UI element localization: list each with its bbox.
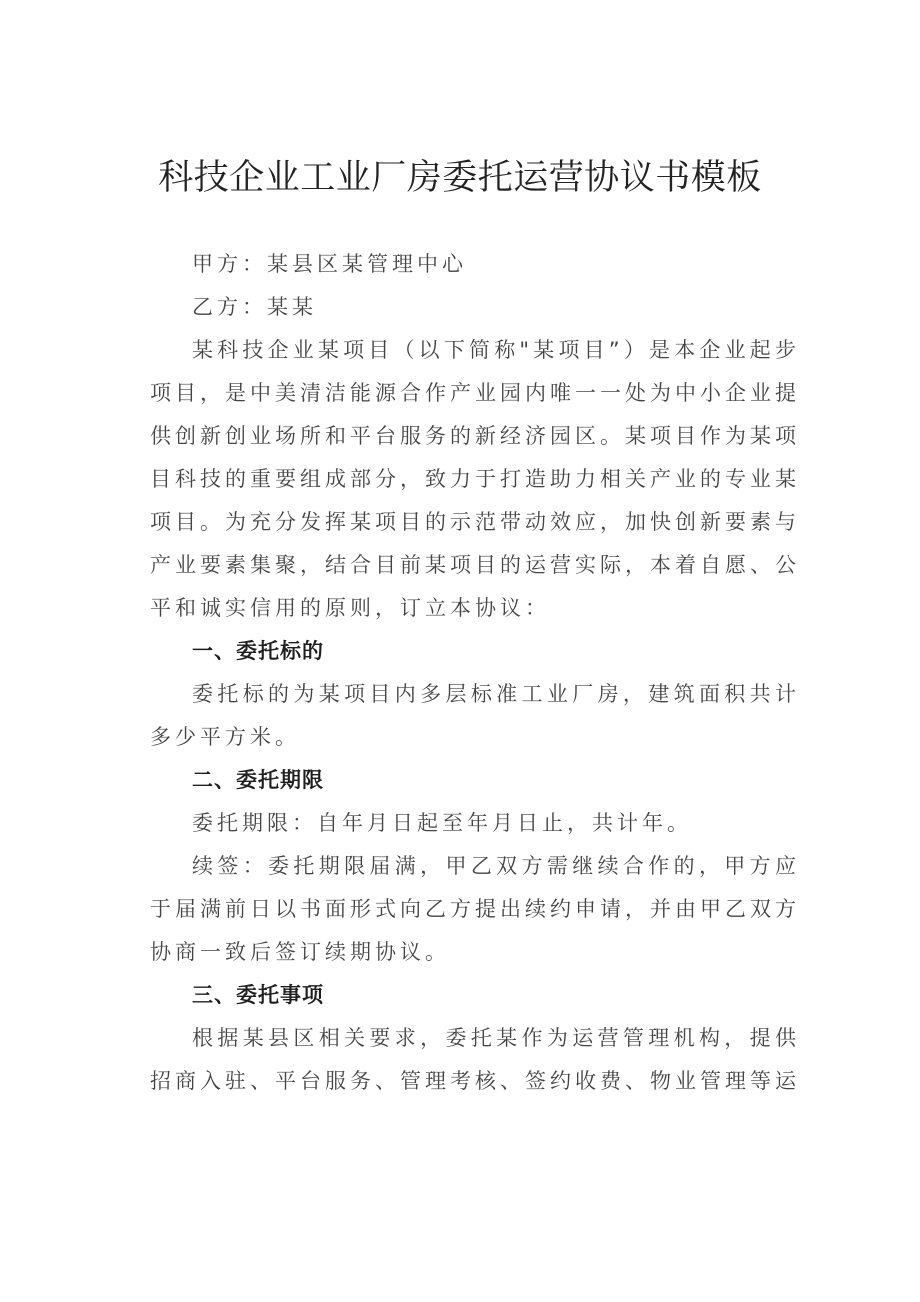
section-paragraph: 续签：委托期限届满，甲乙双方需继续合作的，甲方应于届满前日以书面形式向乙方提出续约申请，并由甲乙双方协商一致后签订续期协议。 [150,854,800,964]
section-paragraph: 委托期限：自年月日起至年月日止，共计年。 [192,811,692,835]
party-b-line: 乙方：某某 [192,295,317,319]
document-title: 科技企业工业厂房委托运营协议书模板 [158,158,762,198]
document-body [150,243,800,1103]
section-paragraph: 根据某县区相关要求，委托某作为运营管理机构，提供招商入驻、平台服务、管理考核、签约收费、物业管理等运 [150,1026,800,1093]
section-paragraph: 委托标的为某项目内多层标准工业厂房，建筑面积共计多少平方米。 [150,682,800,749]
section-heading-subject: 一、委托标的 [192,639,324,663]
section-heading-term: 二、委托期限 [192,768,324,792]
party-a-line: 甲方：某县区某管理中心 [192,252,467,276]
section-heading-matters: 三、委托事项 [192,983,324,1007]
intro-paragraph: 某科技企业某项目（以下简称"某项目”）是本企业起步项目，是中美清洁能源合作产业园内唯一一处为中小企业提供创新创业场所和平台服务的新经济园区。某项目作为某项目科技的重要组成部分，致力于打造助力相关产业的专业某项目。为充分发挥某项目的示范带动效应，加快创新要素与产业要素集聚，结合目前某项目的运营实际，本着自愿、公平和诚实信用的原则，订立本协议： [150,338,800,620]
